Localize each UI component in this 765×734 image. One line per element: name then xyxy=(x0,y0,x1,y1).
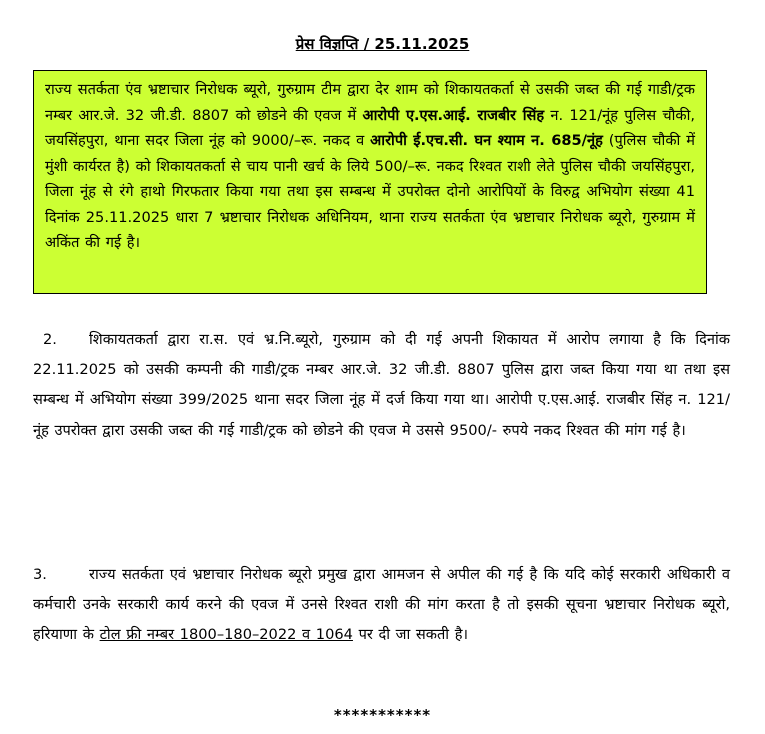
summary-text-part-3: (पुलिस चौकी में मुंशी कार्यरत है) को शिकायतकर्ता से चाय पानी खर्च के लिये 500/–रू. नकद रिश्वत राशी लेते पुलिस चौकी जयसिंहपुरा, जिला नूंह से रंगे हाथो गिरफतार किया गया तथा इस सम्बन्ध में उपरोक्त दोनो आरोपियों के विरुद्व अभियोग संख्या 41 दिनांक 25.11.2025 धारा 7 भ्रष्टाचार निरोधक अधिनियम, थाना राज्य सतर्कता एंव भ्रष्टाचार निरोधक ब्यूरो, गुरुग्राम में अकिंत की गई है। xyxy=(45,132,695,251)
paragraph-3-text: राज्य सतर्कता एवं भ्रष्टाचार निरोधक ब्यूरो प्रमुख द्वारा आमजन से अपील की गई है कि यदि कोई सरकारी अधिकारी व कर्मचारी उनके सरकारी कार्य करने की एवज में उनसे रिश्वत राशी की मांग करता है तो इसकी सूचना भ्रष्टाचार निरोधक ब्यूरो, हरियाणा के xyxy=(33,566,730,644)
paragraph-3 xyxy=(33,560,730,651)
accused-2-name: आरोपी ई.एच.सी. घन श्याम न. 685/नूंह xyxy=(370,132,603,149)
summary-text-part-1: राज्य सतर्कता एंव भ्रष्टाचार निरोधक ब्यूरो, गुरुग्राम टीम द्वारा देर शाम को शिकायतकर्ता से उसकी जब्त की गई गाडी/ट्रक नम्बर आर.जे. 32 जी.डी. 8807 को छोडने की एवज में xyxy=(45,81,695,124)
paragraph-3-number: 3. xyxy=(33,566,47,583)
end-separator-stars: *********** xyxy=(333,706,432,724)
paragraph-2-text: शिकायतकर्ता द्वारा रा.स. एवं भ्र.नि.ब्यूरो, गुरुग्राम को दी गई अपनी शिकायत में आरोप लगाया है कि दिनांक 22.11.2025 को उसकी कम्पनी की गाडी/ट्रक नम्बर आर.जे. 32 जी.डी. 8807 पुलिस द्वारा जब्त किया गया था तथा इस सम्बन्ध में अभियोग संख्या 399/2025 थाना सदर जिला नूंह में दर्ज किया गया था। आरोपी ए.एस.आई. राजबीर सिंह न. 121/नूंह उपरोक्त द्वारा उसकी जब्त की गई गाडी/ट्रक को छोडने की एवज मे उससे 9500/- रुपये नकद रिश्वत की मांग गई है। xyxy=(33,331,730,439)
highlighted-summary-box xyxy=(33,70,707,294)
paragraph-3-tail: पर दी जा सकती है। xyxy=(352,626,468,644)
press-release-title-text: प्रेस विज्ञप्ति / 25.11.2025 xyxy=(295,35,470,53)
paragraph-2-number: 2. xyxy=(43,331,57,348)
press-release-title xyxy=(0,33,765,55)
toll-free-number: टोल फ्री नम्बर 1800–180–2022 व 1064 xyxy=(99,626,353,644)
accused-1-name: आरोपी ए.एस.आई. राजबीर सिंह xyxy=(362,106,545,124)
summary-text-part-2: न. 121/नूंह पुलिस चौकी, जयसिंहपुरा, थाना सदर जिला नूंह को 9000/–रू. नकद व xyxy=(45,106,696,149)
paragraph-2 xyxy=(33,325,730,446)
